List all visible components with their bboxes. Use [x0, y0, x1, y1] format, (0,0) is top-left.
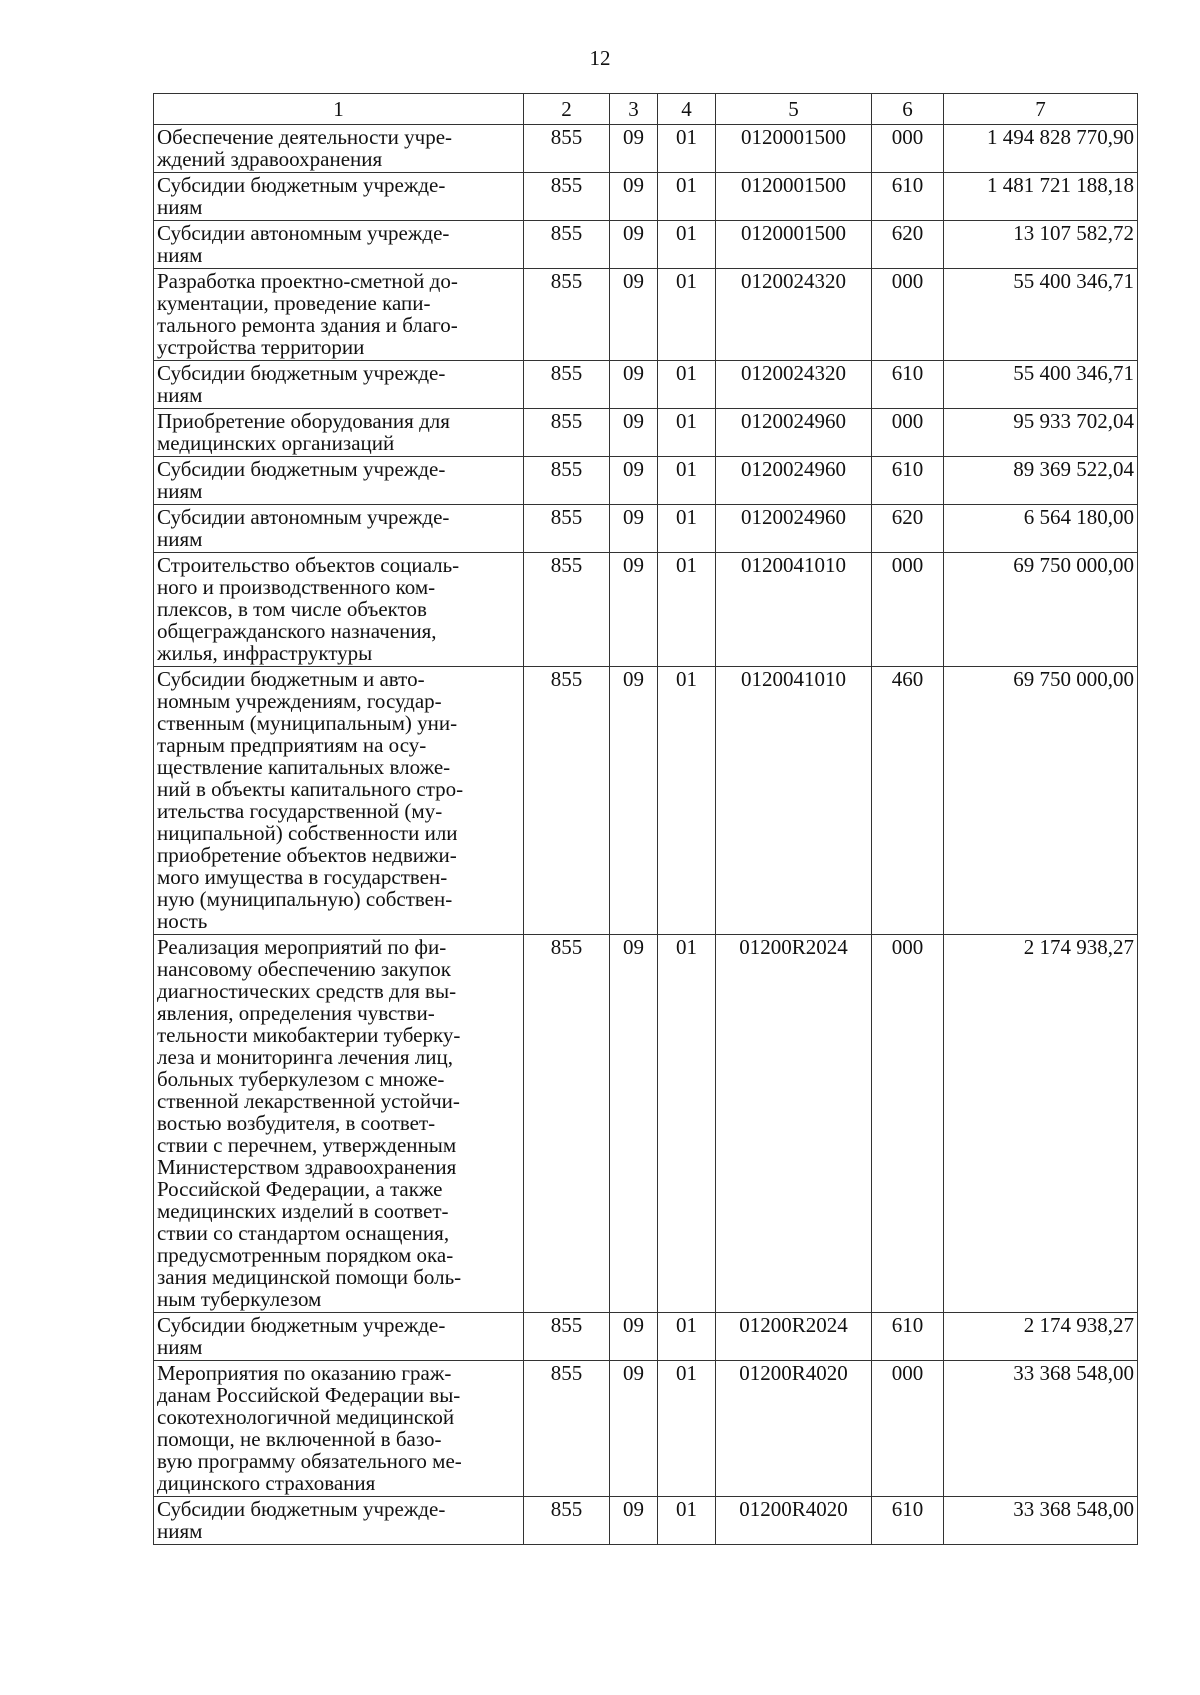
column-header: 6: [872, 94, 944, 125]
row-code-cell: 855: [524, 553, 610, 667]
row-section-cell: 09: [610, 667, 658, 935]
row-target-article-cell: 0120024320: [716, 361, 872, 409]
row-code-cell: 855: [524, 505, 610, 553]
table-row: [154, 269, 1138, 361]
row-amount-cell: 6 564 180,00: [944, 505, 1138, 553]
row-target-article-cell: 0120024960: [716, 505, 872, 553]
row-target-article-cell: 01200R2024: [716, 1313, 872, 1361]
row-amount-cell: 69 750 000,00: [944, 667, 1138, 935]
row-target-article-cell: 0120041010: [716, 553, 872, 667]
row-code-cell: 855: [524, 1361, 610, 1497]
row-code-cell: 855: [524, 457, 610, 505]
row-section-cell: 09: [610, 125, 658, 173]
table-row: [154, 667, 1138, 935]
row-expense-type-cell: 000: [872, 1361, 944, 1497]
row-target-article-cell: 0120041010: [716, 667, 872, 935]
row-amount-cell: 2 174 938,27: [944, 1313, 1138, 1361]
row-expense-type-cell: 000: [872, 409, 944, 457]
column-header: 3: [610, 94, 658, 125]
row-target-article-cell: 0120001500: [716, 173, 872, 221]
row-name-text: Приобретение оборудования для медицинских организаций: [157, 409, 450, 455]
row-code-cell: 855: [524, 667, 610, 935]
row-name-text: Реализация мероприятий по фи- нансовому обеспечению закупок диагностических средств для вы- явления, определения чувстви- тельности микобактерии туберку- леза и мониторинга лечения лиц, больных туберкулезом с множе- ственной лекарственной устойчи- востью возбудителя, в соответ- ствии с перечнем, утвержденным Министерством здравоохранения Российской Федерации, а также медицинских изделий в соответ- ствии со стандартом оснащения, предусмотренным порядком ока- зания медицинской помощи боль- ным туберкулезом: [157, 935, 462, 1311]
row-expense-type-cell: 610: [872, 173, 944, 221]
table-row: [154, 505, 1138, 553]
column-header: 5: [716, 94, 872, 125]
row-code-cell: 855: [524, 935, 610, 1313]
row-name-cell: [154, 1497, 524, 1545]
table-row: [154, 125, 1138, 173]
row-name-text: Субсидии бюджетным учрежде- ниям: [157, 173, 446, 219]
row-subsection-cell: 01: [658, 1497, 716, 1545]
column-header: 2: [524, 94, 610, 125]
row-section-cell: 09: [610, 221, 658, 269]
row-section-cell: 09: [610, 269, 658, 361]
row-section-cell: 09: [610, 505, 658, 553]
row-target-article-cell: 01200R4020: [716, 1361, 872, 1497]
row-target-article-cell: 0120001500: [716, 221, 872, 269]
row-name-text: Субсидии автономным учрежде- ниям: [157, 221, 450, 267]
row-name-text: Мероприятия по оказанию граж- данам Российской Федерации вы- сокотехнологичной медицинской помощи, не включенной в базо- вую программу обязательного ме- дицинского страхования: [157, 1361, 462, 1495]
row-subsection-cell: 01: [658, 125, 716, 173]
row-subsection-cell: 01: [658, 221, 716, 269]
row-amount-cell: 69 750 000,00: [944, 553, 1138, 667]
row-expense-type-cell: 000: [872, 269, 944, 361]
table-row: [154, 457, 1138, 505]
row-expense-type-cell: 000: [872, 125, 944, 173]
row-amount-cell: 55 400 346,71: [944, 361, 1138, 409]
row-name-text: Субсидии автономным учрежде- ниям: [157, 505, 450, 551]
row-subsection-cell: 01: [658, 505, 716, 553]
row-name-cell: [154, 935, 524, 1313]
row-name-cell: [154, 409, 524, 457]
table-row: [154, 1497, 1138, 1545]
row-subsection-cell: 01: [658, 173, 716, 221]
row-name-text: Субсидии бюджетным учрежде- ниям: [157, 457, 446, 503]
row-expense-type-cell: 610: [872, 361, 944, 409]
row-name-cell: [154, 553, 524, 667]
row-target-article-cell: 01200R4020: [716, 1497, 872, 1545]
row-subsection-cell: 01: [658, 935, 716, 1313]
row-code-cell: 855: [524, 269, 610, 361]
row-name-cell: [154, 361, 524, 409]
row-name-cell: [154, 1361, 524, 1497]
table-row: [154, 221, 1138, 269]
table-row: [154, 409, 1138, 457]
row-expense-type-cell: 000: [872, 935, 944, 1313]
row-section-cell: 09: [610, 457, 658, 505]
budget-table: [153, 93, 1138, 1545]
table-row: [154, 935, 1138, 1313]
row-name-text: Субсидии бюджетным учрежде- ниям: [157, 1313, 446, 1359]
row-name-text: Субсидии бюджетным учрежде- ниям: [157, 361, 446, 407]
row-subsection-cell: 01: [658, 553, 716, 667]
row-expense-type-cell: 620: [872, 221, 944, 269]
row-amount-cell: 2 174 938,27: [944, 935, 1138, 1313]
row-target-article-cell: 0120024960: [716, 457, 872, 505]
row-expense-type-cell: 610: [872, 1313, 944, 1361]
row-section-cell: 09: [610, 1497, 658, 1545]
row-subsection-cell: 01: [658, 457, 716, 505]
column-header: 1: [154, 94, 524, 125]
column-number-row: [154, 94, 1138, 125]
row-subsection-cell: 01: [658, 1361, 716, 1497]
row-section-cell: 09: [610, 173, 658, 221]
row-amount-cell: 55 400 346,71: [944, 269, 1138, 361]
row-code-cell: 855: [524, 173, 610, 221]
row-code-cell: 855: [524, 361, 610, 409]
row-expense-type-cell: 620: [872, 505, 944, 553]
row-name-cell: [154, 1313, 524, 1361]
row-code-cell: 855: [524, 409, 610, 457]
row-section-cell: 09: [610, 553, 658, 667]
row-section-cell: 09: [610, 935, 658, 1313]
row-amount-cell: 89 369 522,04: [944, 457, 1138, 505]
row-amount-cell: 33 368 548,00: [944, 1497, 1138, 1545]
table-row: [154, 361, 1138, 409]
row-target-article-cell: 0120024320: [716, 269, 872, 361]
row-name-text: Разработка проектно-сметной до- кументации, проведение капи- тального ремонта здания и благо- устройства территории: [157, 269, 458, 359]
row-name-cell: [154, 173, 524, 221]
row-section-cell: 09: [610, 1313, 658, 1361]
row-name-text: Субсидии бюджетным учрежде- ниям: [157, 1497, 446, 1543]
row-subsection-cell: 01: [658, 269, 716, 361]
row-amount-cell: 13 107 582,72: [944, 221, 1138, 269]
row-name-cell: [154, 505, 524, 553]
row-name-text: Строительство объектов социаль- ного и производственного ком- плексов, в том числе объектов общегражданского назначения, жилья, инфраструктуры: [157, 553, 460, 665]
row-name-text: Субсидии бюджетным и авто- номным учреждениям, государ- ственным (муниципальным) уни- тарным предприятиям на осу- ществление капитальных вложе- ний в объекты капитального стро- ительства государственной (му- ниципальной) собственности или приобретение объектов недвижи- мого имущества в государствен- ную (муниципальную) собствен- ность: [157, 667, 464, 933]
row-name-text: Обеспечение деятельности учре- ждений здравоохранения: [157, 125, 453, 171]
row-code-cell: 855: [524, 221, 610, 269]
column-header: 4: [658, 94, 716, 125]
row-expense-type-cell: 000: [872, 553, 944, 667]
row-amount-cell: 33 368 548,00: [944, 1361, 1138, 1497]
table-row: [154, 553, 1138, 667]
row-target-article-cell: 0120001500: [716, 125, 872, 173]
row-target-article-cell: 0120024960: [716, 409, 872, 457]
row-name-cell: [154, 667, 524, 935]
row-code-cell: 855: [524, 1497, 610, 1545]
row-subsection-cell: 01: [658, 1313, 716, 1361]
row-section-cell: 09: [610, 409, 658, 457]
page-number: 12: [589, 46, 611, 70]
row-code-cell: 855: [524, 1313, 610, 1361]
table-row: [154, 173, 1138, 221]
row-name-cell: [154, 221, 524, 269]
row-expense-type-cell: 460: [872, 667, 944, 935]
row-section-cell: 09: [610, 361, 658, 409]
row-subsection-cell: 01: [658, 667, 716, 935]
row-name-cell: [154, 269, 524, 361]
row-amount-cell: 1 494 828 770,90: [944, 125, 1138, 173]
row-name-cell: [154, 457, 524, 505]
row-subsection-cell: 01: [658, 361, 716, 409]
table-row: [154, 1361, 1138, 1497]
row-target-article-cell: 01200R2024: [716, 935, 872, 1313]
row-expense-type-cell: 610: [872, 457, 944, 505]
row-section-cell: 09: [610, 1361, 658, 1497]
row-amount-cell: 1 481 721 188,18: [944, 173, 1138, 221]
row-subsection-cell: 01: [658, 409, 716, 457]
row-amount-cell: 95 933 702,04: [944, 409, 1138, 457]
table-row: [154, 1313, 1138, 1361]
row-code-cell: 855: [524, 125, 610, 173]
row-expense-type-cell: 610: [872, 1497, 944, 1545]
column-header: 7: [944, 94, 1138, 125]
row-name-cell: [154, 125, 524, 173]
